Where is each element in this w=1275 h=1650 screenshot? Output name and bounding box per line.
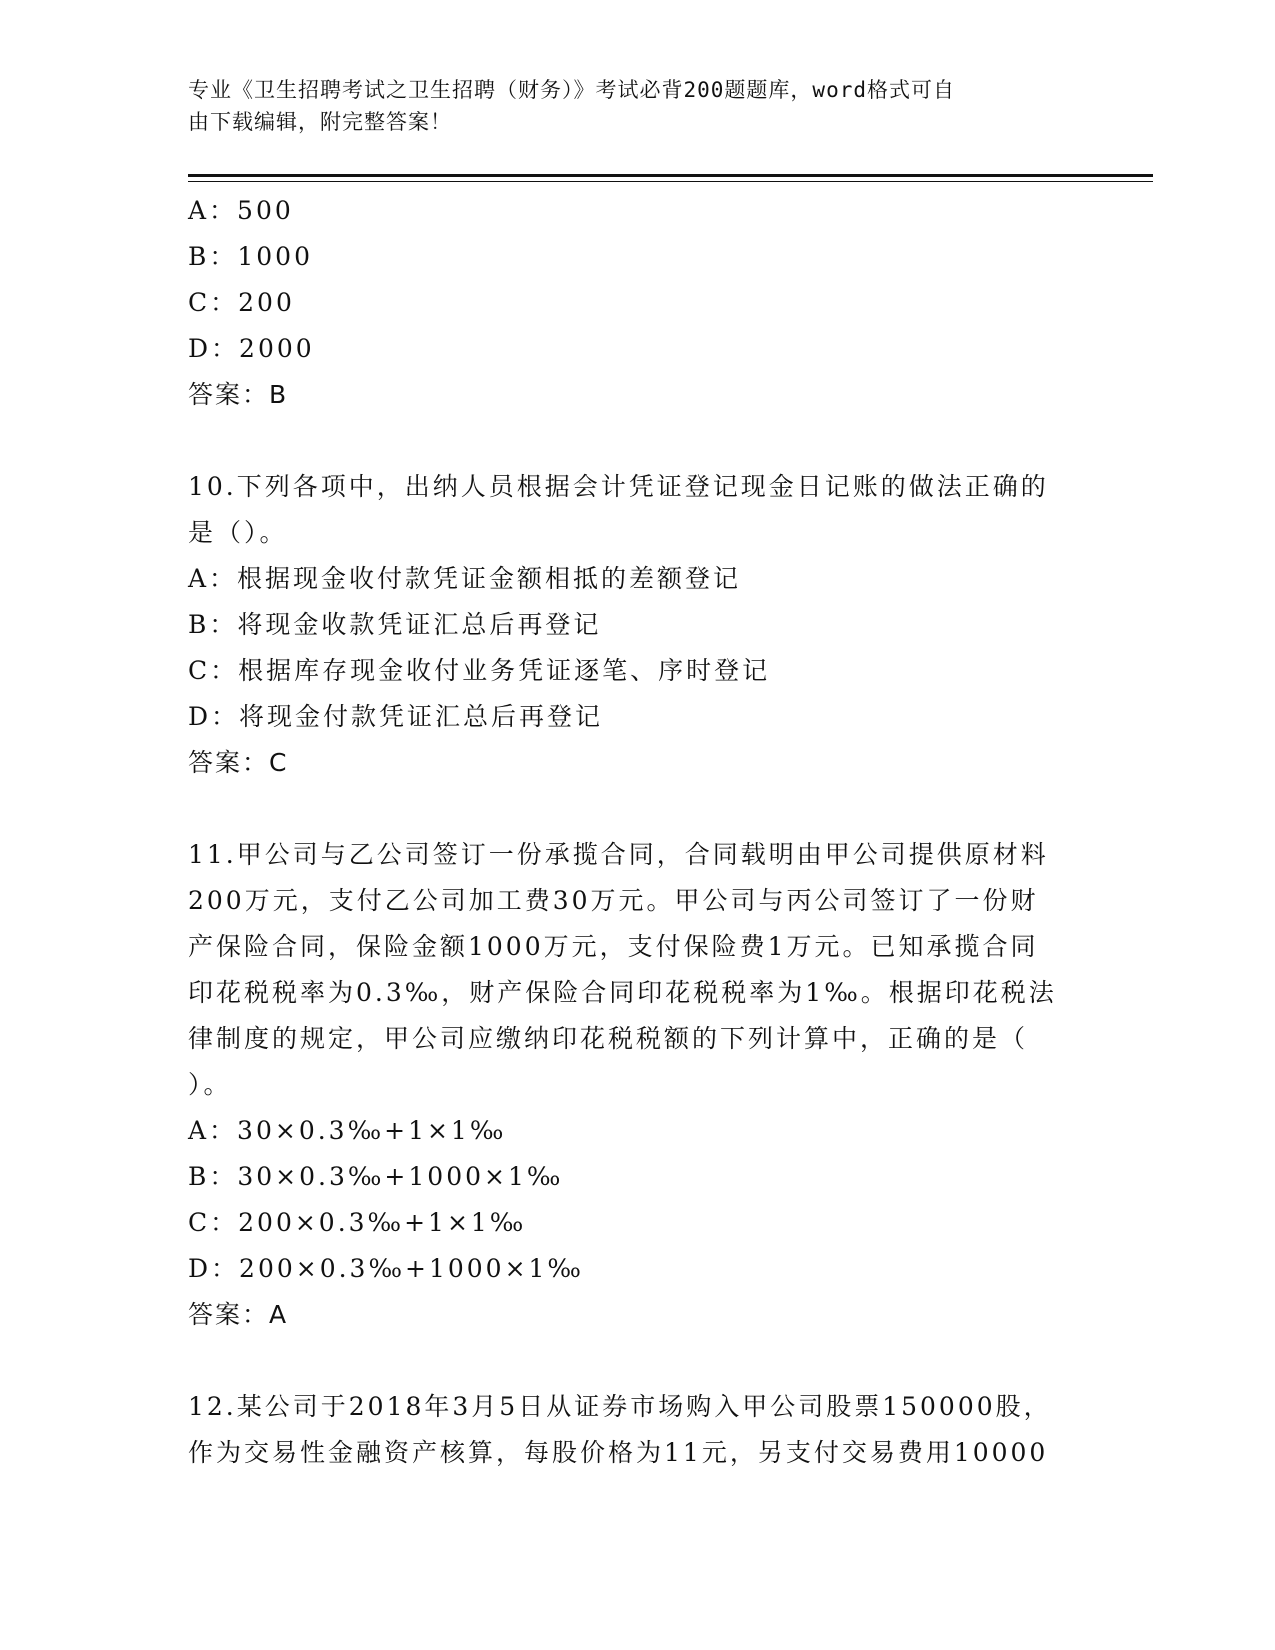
q10-text-line-2: 是（）。: [188, 518, 288, 547]
q9-option-a: A：500: [188, 196, 294, 225]
header-title-line-1: 专业《卫生招聘考试之卫生招聘（财务）》考试必背200题题库，word格式可自: [188, 78, 955, 102]
q12-text-line-1: 12.某公司于2018年3月5日从证券市场购入甲公司股票150000股，: [188, 1392, 1052, 1421]
q11-text-line-1: 11.甲公司与乙公司签订一份承揽合同，合同载明由甲公司提供原材料: [188, 840, 1049, 869]
question-9-options: [188, 188, 1078, 418]
q11-option-b: B：30×0.3‰+1000×1‰: [188, 1162, 564, 1191]
header-title-line-2: 由下载编辑，附完整答案！: [188, 110, 452, 134]
q10-option-c: C：根据库存现金收付业务凭证逐笔、序时登记: [188, 656, 771, 685]
q9-answer: 答案：B: [188, 380, 289, 409]
document-header: [188, 74, 1068, 138]
q10-answer: 答案：C: [188, 748, 289, 777]
q9-option-b: B：1000: [188, 242, 313, 271]
q11-answer: 答案：A: [188, 1300, 289, 1329]
spacer: [188, 418, 1078, 464]
question-11: [188, 832, 1078, 1338]
question-12: [188, 1384, 1078, 1476]
q10-text-line-1: 10.下列各项中，出纳人员根据会计凭证登记现金日记账的做法正确的: [188, 472, 1049, 501]
q11-option-d: D：200×0.3‰+1000×1‰: [188, 1254, 584, 1283]
q10-option-d: D：将现金付款凭证汇总后再登记: [188, 702, 604, 731]
header-divider-thin: [188, 181, 1153, 182]
q11-text-line-6: ）。: [188, 1070, 232, 1099]
q9-option-d: D：2000: [188, 334, 315, 363]
question-10: [188, 464, 1078, 786]
q11-text-line-3: 产保险合同，保险金额1000万元，支付保险费1万元。已知承揽合同: [188, 932, 1039, 961]
document-body: [188, 188, 1078, 1476]
q10-option-b: B：将现金收款凭证汇总后再登记: [188, 610, 602, 639]
q11-text-line-5: 律制度的规定，甲公司应缴纳印花税税额的下列计算中，正确的是（: [188, 1024, 1029, 1053]
spacer: [188, 1338, 1078, 1384]
q11-text-line-2: 200万元，支付乙公司加工费30万元。甲公司与丙公司签订了一份财: [188, 886, 1039, 915]
q10-option-a: A：根据现金收付款凭证金额相抵的差额登记: [188, 564, 742, 593]
header-divider-thick: [188, 174, 1153, 177]
spacer: [188, 786, 1078, 832]
q9-option-c: C：200: [188, 288, 295, 317]
q12-text-line-2: 作为交易性金融资产核算，每股价格为11元，另支付交易费用10000: [188, 1438, 1049, 1467]
q11-option-a: A：30×0.3‰+1×1‰: [188, 1116, 507, 1145]
q11-option-c: C：200×0.3‰+1×1‰: [188, 1208, 527, 1237]
q11-text-line-4: 印花税税率为0.3‰，财产保险合同印花税税率为1‰。根据印花税法: [188, 978, 1057, 1007]
